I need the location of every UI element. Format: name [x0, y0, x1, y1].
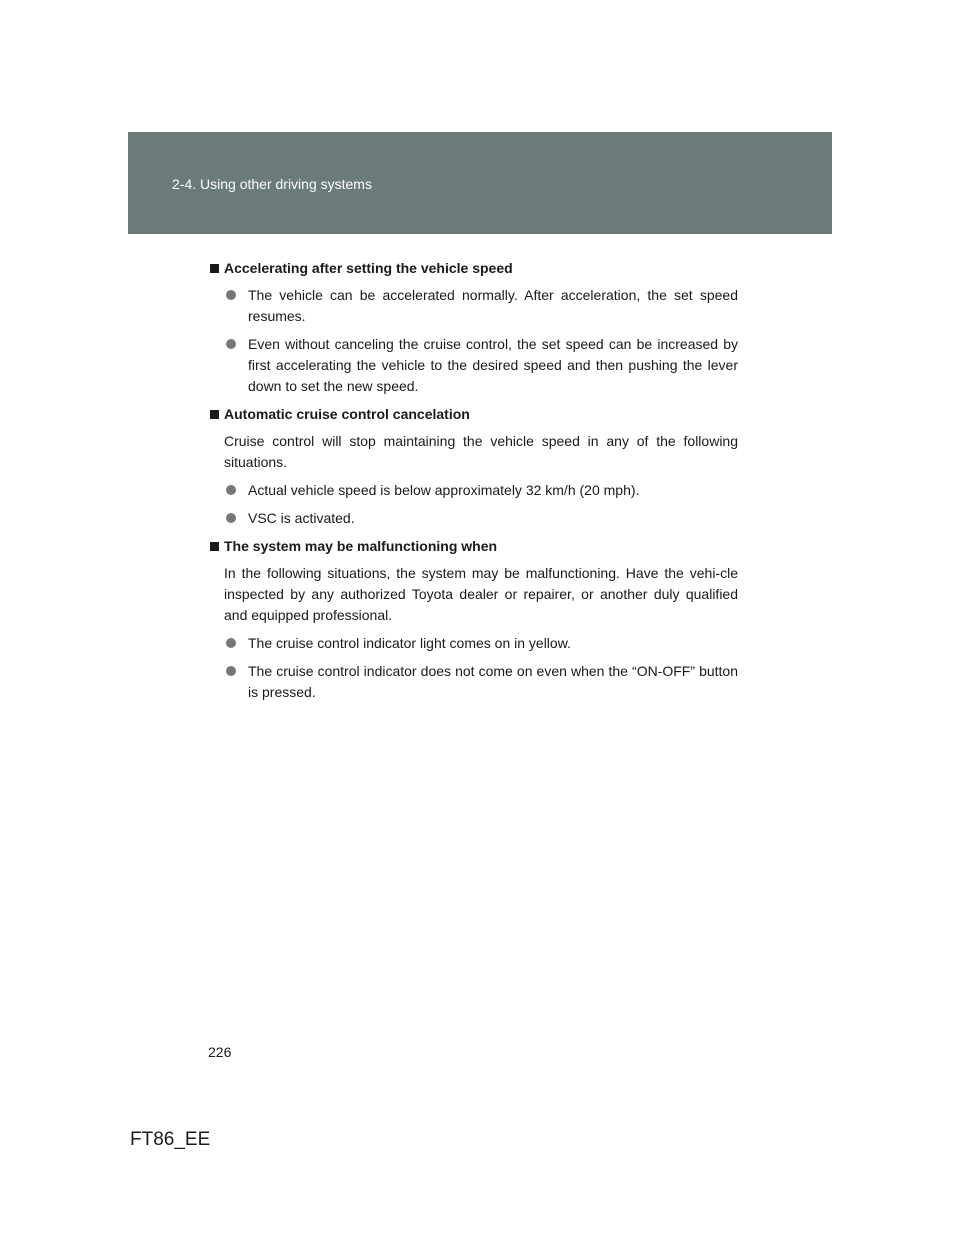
- list-item-text: The cruise control indicator light comes on in yellow.: [248, 635, 571, 651]
- section-heading: [208, 536, 738, 557]
- list-item: [224, 508, 738, 529]
- square-bullet-icon: [210, 542, 219, 551]
- list-item: [224, 480, 738, 501]
- round-bullet-icon: [226, 666, 236, 676]
- heading-text: Automatic cruise control cancelation: [224, 406, 470, 422]
- section-intro: Cruise control will stop maintaining the vehicle speed in any of the following situations.: [224, 433, 738, 470]
- header-band: [128, 132, 832, 234]
- round-bullet-icon: [226, 638, 236, 648]
- list-item: [224, 633, 738, 654]
- round-bullet-icon: [226, 513, 236, 523]
- document-code: FT86_EE: [130, 1129, 211, 1150]
- square-bullet-icon: [210, 264, 219, 273]
- list-item-text: VSC is activated.: [248, 510, 355, 526]
- round-bullet-icon: [226, 290, 236, 300]
- list-item: [224, 661, 738, 703]
- round-bullet-icon: [226, 485, 236, 495]
- list-item-text: The cruise control indicator does not come on even when the “ON-OFF” button is pressed.: [248, 663, 738, 700]
- list-item: [224, 334, 738, 397]
- list-item-text: Actual vehicle speed is below approximately 32 km/h (20 mph).: [248, 482, 640, 498]
- list-item: [224, 285, 738, 327]
- section-intro: In the following situations, the system may be malfunctioning. Have the vehi-cle inspected by any authorized Toyota dealer or repairer, or another duly qualified and equipped professional.: [224, 565, 738, 623]
- heading-text: Accelerating after setting the vehicle speed: [224, 260, 513, 276]
- round-bullet-icon: [226, 339, 236, 349]
- list-item-text: Even without canceling the cruise control, the set speed can be increased by first accelerating the vehicle to the desired speed and then pushing the lever down to set the new speed.: [248, 336, 738, 394]
- section-heading: [208, 404, 738, 425]
- list-item-text: The vehicle can be accelerated normally. After acceleration, the set speed resumes.: [248, 287, 738, 324]
- content: [208, 258, 738, 710]
- section-heading: [208, 258, 738, 279]
- page-number: 226: [208, 1044, 232, 1060]
- square-bullet-icon: [210, 410, 219, 419]
- heading-text: The system may be malfunctioning when: [224, 538, 498, 554]
- section-title: 2-4. Using other driving systems: [172, 176, 372, 192]
